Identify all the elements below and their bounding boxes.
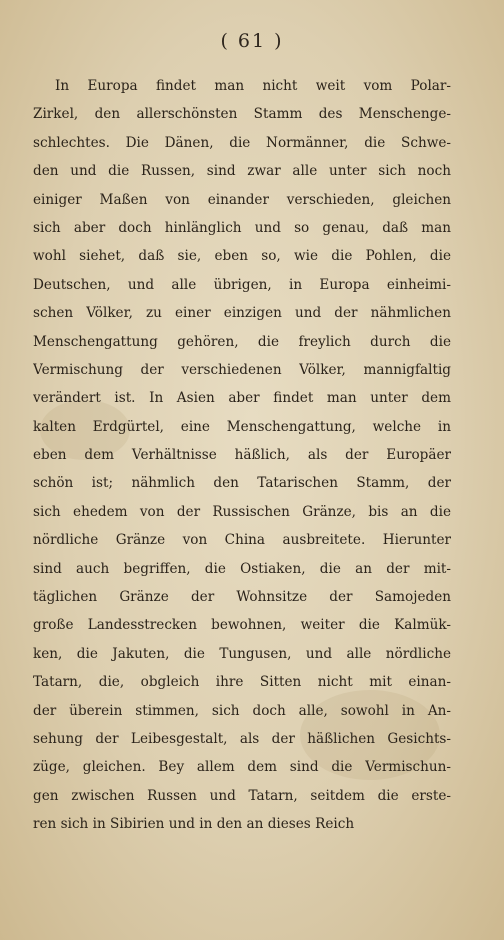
- text-line: züge, gleichen. Bey allem dem sind die Vermischun-: [33, 759, 451, 776]
- text-line: wohl siehet, daß sie, eben so, wie die Pohlen, die: [33, 248, 451, 265]
- text-line: nördliche Gränze von China ausbreitete. Hierunter: [33, 532, 451, 549]
- text-line: große Landesstrecken bewohnen, weiter die Kalmük-: [33, 617, 451, 634]
- text-line: In Europa findet man nicht weit vom Polar-: [55, 78, 451, 94]
- text-line: sich ehedem von der Russischen Gränze, bis an die: [33, 503, 451, 520]
- text-line: sich aber doch hinlänglich und so genau, daß man: [33, 219, 451, 236]
- text-line: eben dem Verhältnisse häßlich, als der Europäer: [33, 447, 451, 464]
- text-line: Deutschen, und alle übrigen, in Europa einheimi-: [33, 276, 451, 293]
- text-line: den und die Russen, sind zwar alle unter sich noch: [33, 163, 451, 180]
- text-line: täglichen Gränze der Wohnsitze der Samojeden: [33, 589, 451, 606]
- text-line: sehung der Leibesgestalt, als der häßlichen Gesichts-: [33, 730, 451, 747]
- text-line: einiger Maßen von einander verschieden, gleichen: [33, 191, 451, 208]
- text-line: verändert ist. In Asien aber findet man unter dem: [33, 390, 451, 407]
- text-line: Zirkel, den allerschönsten Stamm des Menschenge-: [33, 106, 451, 123]
- text-line: Tatarn, die, obgleich ihre Sitten nicht mit einan-: [33, 674, 451, 691]
- text-line: schön ist; nähmlich den Tatarischen Stamm, der: [33, 475, 451, 492]
- text-line: sind auch begriffen, die Ostiaken, die an der mit-: [33, 560, 451, 577]
- text-line: der überein stimmen, sich doch alle, sowohl in An-: [33, 702, 451, 719]
- text-line: schlechtes. Die Dänen, die Normänner, die Schwe-: [33, 134, 451, 151]
- text-line: Menschengattung gehören, die freylich durch die: [33, 333, 451, 350]
- page-number: ( 61 ): [220, 30, 284, 52]
- text-line: gen zwischen Russen und Tatarn, seitdem die erste-: [33, 787, 451, 804]
- text-line: schen Völker, zu einer einzigen und der nähmlichen: [33, 305, 451, 322]
- text-line: ren sich in Sibirien und in den an dieses Reich: [33, 816, 355, 833]
- text-line: kalten Erdgürtel, eine Menschengattung, welche in: [33, 418, 451, 435]
- text-line: Vermischung der verschiedenen Völker, mannigfaltig: [33, 361, 451, 378]
- text-line: ken, die Jakuten, die Tungusen, und alle nördliche: [33, 645, 451, 662]
- body-text: [33, 72, 451, 839]
